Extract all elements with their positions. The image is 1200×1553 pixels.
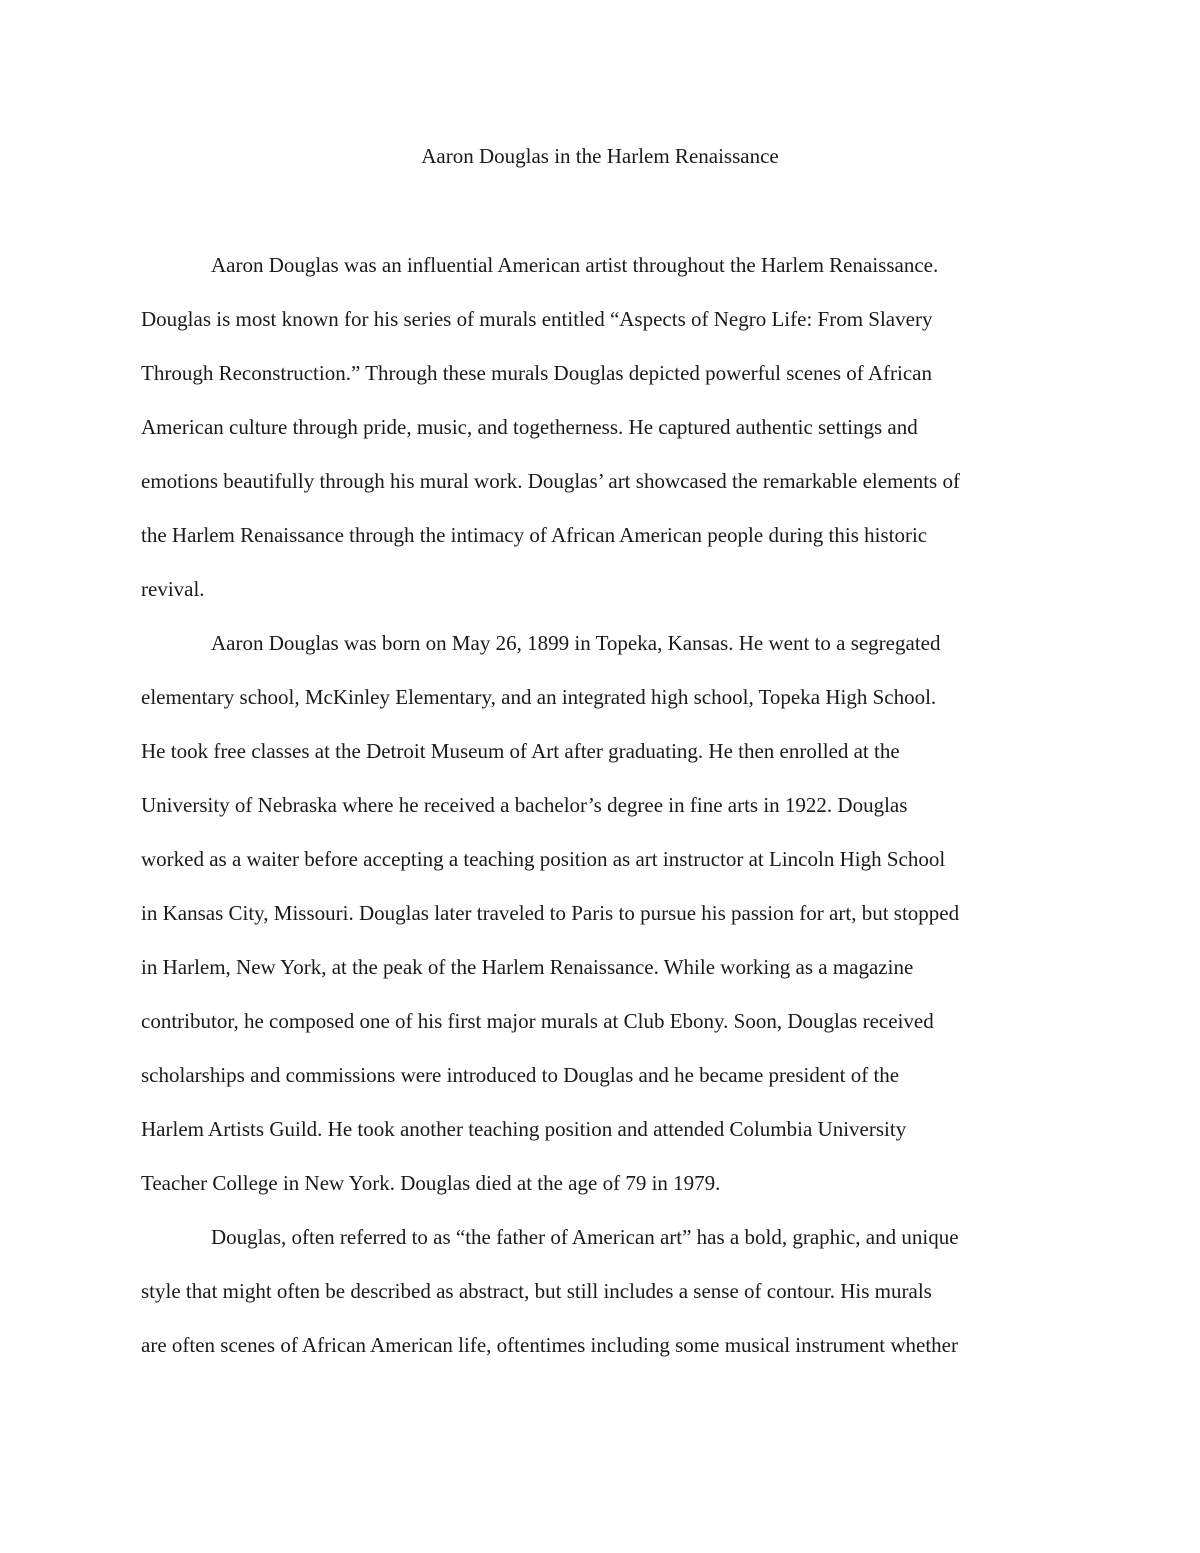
paragraph-1-line-4: American culture through pride, music, and togetherness. He captured authentic settings and <box>141 415 918 439</box>
paragraph-2-line-6: in Kansas City, Missouri. Douglas later traveled to Paris to pursue his passion for art, but stopped <box>141 901 960 925</box>
paragraph-3-line-3: are often scenes of African American life, oftentimes including some musical instrument whether <box>141 1333 958 1357</box>
paragraph-2-line-5: worked as a waiter before accepting a teaching position as art instructor at Lincoln High School <box>141 847 946 871</box>
paragraph-1-line-2: Douglas is most known for his series of murals entitled “Aspects of Negro Life: From Slavery <box>141 307 933 331</box>
paragraph-2-line-3: He took free classes at the Detroit Museum of Art after graduating. He then enrolled at the <box>141 739 900 763</box>
paragraph-3-line-1: Douglas, often referred to as “the father of American art” has a bold, graphic, and unique <box>211 1225 959 1249</box>
paragraph-2-line-10: Harlem Artists Guild. He took another teaching position and attended Columbia University <box>141 1117 907 1141</box>
paragraph-2-line-4: University of Nebraska where he received a bachelor’s degree in fine arts in 1922. Douglas <box>141 793 908 817</box>
paragraph-1-line-5: emotions beautifully through his mural work. Douglas’ art showcased the remarkable elements of <box>141 469 960 493</box>
paragraph-2-line-11: Teacher College in New York. Douglas died at the age of 79 in 1979. <box>141 1171 721 1195</box>
paragraph-1-line-6: the Harlem Renaissance through the intimacy of African American people during this historic <box>141 523 928 547</box>
paragraph-1-line-1: Aaron Douglas was an influential American artist throughout the Harlem Renaissance. <box>211 253 939 277</box>
paragraph-1-line-3: Through Reconstruction.” Through these murals Douglas depicted powerful scenes of African <box>141 361 932 385</box>
document-title: Aaron Douglas in the Harlem Renaissance <box>421 144 779 168</box>
paragraph-2-line-2: elementary school, McKinley Elementary, and an integrated high school, Topeka High School. <box>141 685 937 709</box>
paragraph-2-line-1: Aaron Douglas was born on May 26, 1899 in Topeka, Kansas. He went to a segregated <box>211 631 941 655</box>
paragraph-3-line-2: style that might often be described as abstract, but still includes a sense of contour. His murals <box>141 1279 932 1303</box>
paragraph-2-line-8: contributor, he composed one of his first major murals at Club Ebony. Soon, Douglas received <box>141 1009 934 1033</box>
paragraph-1-line-7: revival. <box>141 577 205 601</box>
paragraph-2-line-7: in Harlem, New York, at the peak of the Harlem Renaissance. While working as a magazine <box>141 955 914 979</box>
paragraph-2-line-9: scholarships and commissions were introduced to Douglas and he became president of the <box>141 1063 900 1087</box>
